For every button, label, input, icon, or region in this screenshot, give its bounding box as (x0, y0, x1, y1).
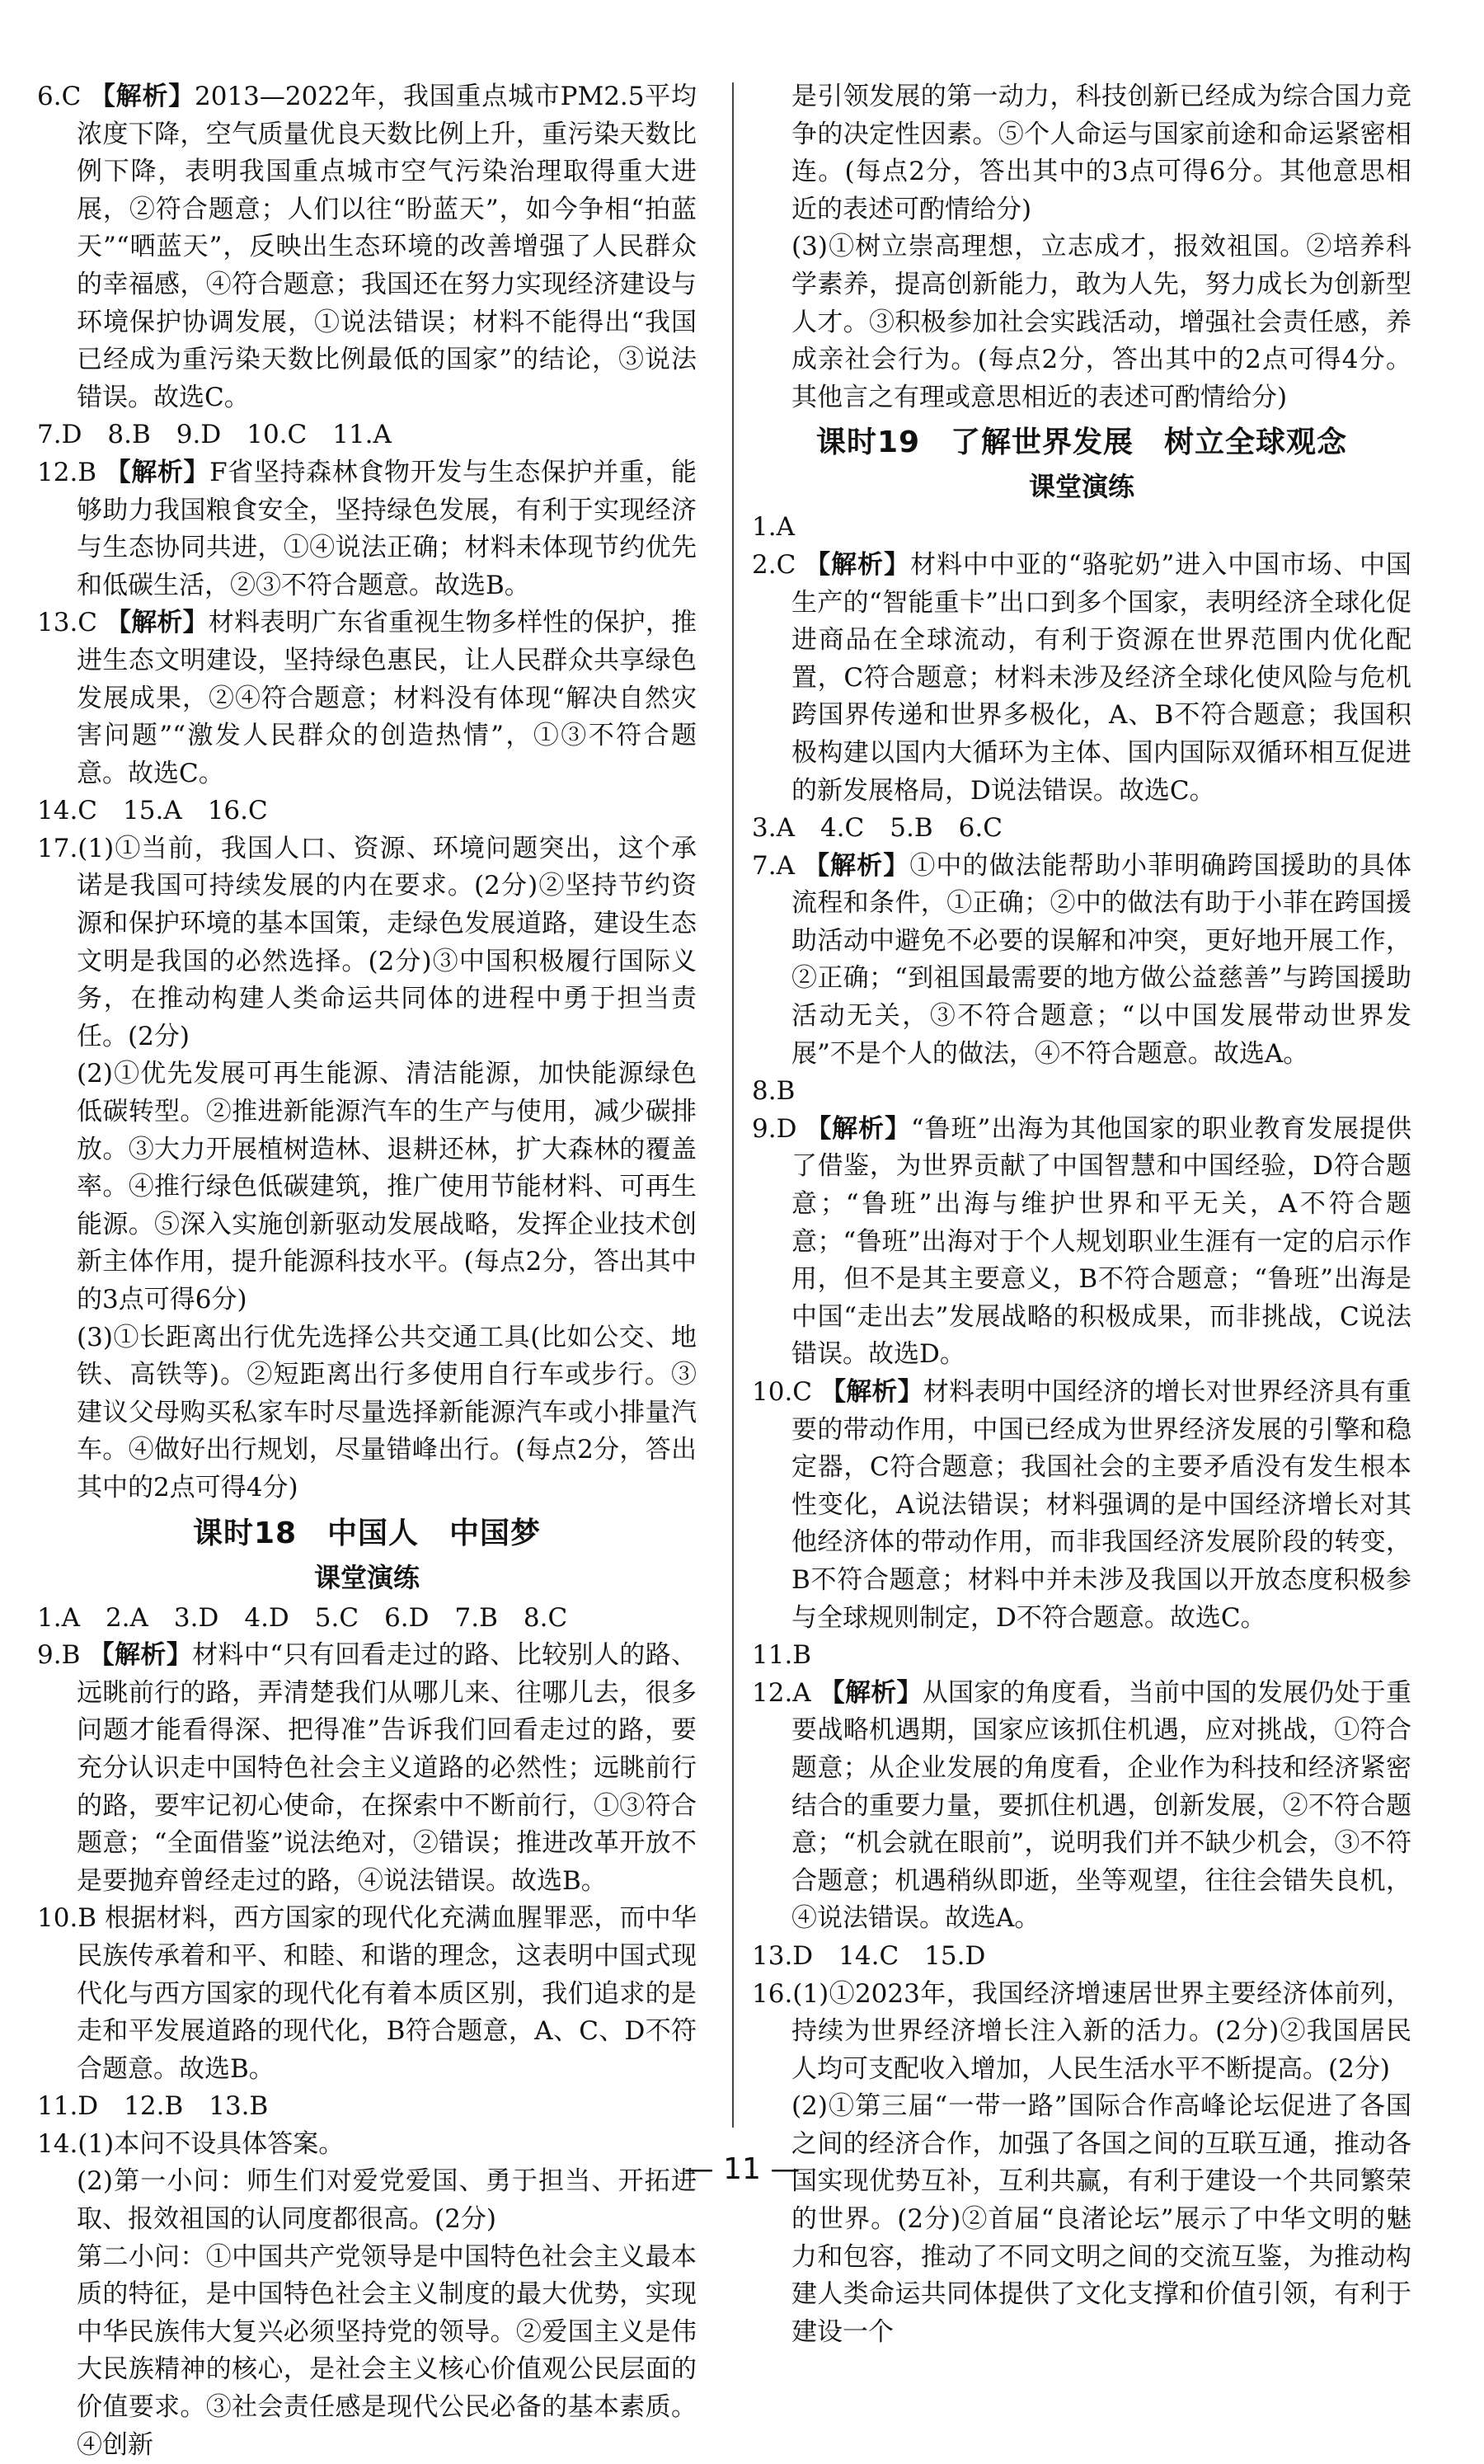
answer-item: 17.(1)①当前，我国人口、资源、环境问题突出，这个承诺是我国可持续发展的内在要求。(2分)②坚持节约资源和保护环境的基本国策，走绿色发展道路，建设生态文明是我国的必然选择。(2分)③中国积极履行国际义务，在推动构建人类命运共同体的进程中勇于担当责任。(2分) (37, 833, 697, 1051)
answer-item: 9.D 【解析】“鲁班”出海为其他国家的职业教育发展提供了借鉴，为世界贡献了中国智慧和中国经验，D符合题意；“鲁班”出海与维护世界和平无关，A不符合题意；“鲁班”出海对于个人规划职业生涯有一定的启示作用，但不是其主要意义，B不符合题意；“鲁班”出海是中国“走出去”发展战略的积极成果，而非挑战，C说法错误。故选D。 (752, 1113, 1412, 1370)
answer-item: (2)①优先发展可再生能源、清洁能源，加快能源绿色低碳转型。②推进新能源汽车的生产与使用，减少碳排放。③大力开展植树造林、退耕还林，扩大森林的覆盖率。④推行绿色低碳建筑，推广使用节能材料、可再生能源。⑤深入实施创新驱动发展战略，发挥企业技术创新主体作用，提升能源科技水平。(每点2分，答出其中的3点可得6分) (77, 1059, 697, 1314)
answer-item: (2)第一小问：师生们对爱党爱国、勇于担当、开拓进取、报效祖国的认同度都很高。(2分) (77, 2166, 697, 2235)
answer-item: 7.A 【解析】①中的做法能帮助小菲明确跨国援助的具体流程和条件，①正确；②中的做法有助于小菲在跨国援助活动中避免不必要的误解和冲突，更好地开展工作，②正确；“到祖国最需要的地方做公益慈善”与跨国援助活动无关，③不符合题意；“以中国发展带动世界发展”不是个人的做法，④不符合题意。故选A。 (752, 850, 1412, 1069)
lesson-title: 课时18 中国人 中国梦 (192, 1516, 542, 1550)
answer-item: 1.A 2.A 3.D 4.D 5.C 6.D 7.B 8.C (37, 1602, 568, 1633)
page-number: — 11 — (683, 2152, 801, 2186)
section-title: 课堂演练 (313, 1561, 420, 1593)
answer-item: 9.B 【解析】材料中“只有回看走过的路、比较别人的路、远眺前行的路，弄清楚我们从哪儿来、往哪儿去，很多问题才能看得深、把得准”告诉我们回看走过的路，要充分认识走中国特色社会主义道路的必然性；远眺前行的路，要牢记初心使命，在探索中不断前行，①③符合题意；“全面借鉴”说法绝对，②错误；推进改革开放不是要抛弃曾经走过的路，④说法错误。故选B。 (37, 1640, 697, 1896)
answer-item: 13.D 14.C 15.D (752, 1940, 986, 1971)
answer-item: 11.D 12.B 13.B (37, 2091, 269, 2122)
answer-item: 12.A 【解析】从国家的角度看，当前中国的发展仍处于重要战略机遇期，国家应该抓住机遇，应对挑战，①符合题意；从企业发展的角度看，企业作为科技和经济紧密结合的重要力量，要抓住机遇，创新发展，②不符合题意；“机会就在眼前”，说明我们并不缺少机会，③不符合题意；机遇稍纵即逝，坐等观望，往往会错失良机，④说法错误。故选A。 (752, 1677, 1411, 1934)
section-title: 课堂演练 (1028, 471, 1134, 503)
answer-item: (3)①树立崇高理想，立志成才，报效祖国。②培养科学素养，提高创新能力，敢为人先，努力成长为创新型人才。③积极参加社会实践活动，增强社会责任感，养成亲社会行为。(每点2分，答出其中的2点可得4分。其他言之有理或意思相近的表述可酌情给分) (791, 232, 1411, 412)
answer-item: 11.B (752, 1640, 812, 1671)
right-column (752, 78, 1411, 2351)
answer-item: 16.(1)①2023年，我国经济增速居世界主要经济体前列，持续为世界经济增长注入新的活力。(2分)②我国居民人均可支配收入增加，人民生活水平不断提高。(2分) (752, 1978, 1411, 2084)
answer-item: 6.C 【解析】2013—2022年，我国重点城市PM2.5平均浓度下降，空气质量优良天数比例上升，重污染天数比例下降，表明我国重点城市空气污染治理取得重大进展，②符合题意；人们以往“盼蓝天”，如今争相“拍蓝天”“晒蓝天”，反映出生态环境的改善增强了人民群众的幸福感，④符合题意；我国还在努力实现经济建设与环境保护协调发展，①说法错误；材料不能得出“我国已经成为重污染天数比例最低的国家”的结论，③说法错误。故选C。 (37, 82, 697, 412)
left-column (37, 78, 697, 2464)
answer-item: 2.C 【解析】材料中中亚的“骆驼奶”进入中国市场、中国生产的“智能重卡”出口到多个国家，表明经济全球化促进商品在全球流动，有利于资源在世界范围内优化配置，C符合题意；材料未涉及经济全球化使风险与危机跨国界传递和世界多极化，A、B不符合题意；我国积极构建以国内大循环为主体、国内国际双循环相互促进的新发展格局，D说法错误。故选C。 (752, 549, 1411, 806)
answer-item: 3.A 4.C 5.B 6.C (752, 813, 1003, 844)
answer-item: 第二小问：①中国共产党领导是中国特色社会主义最本质的特征，是中国特色社会主义制度的最大优势，实现中华民族伟大复兴必须坚持党的领导。②爱国主义是伟大民族精神的核心，是社会主义核心价值观公民层面的价值要求。③社会责任感是现代公民必备的基本素质。④创新 (77, 2241, 697, 2460)
answer-item: 14.C 15.A 16.C (37, 796, 268, 826)
column-divider (732, 82, 734, 2128)
answer-item: 7.D 8.B 9.D 10.C 11.A (37, 420, 392, 450)
lesson-title: 课时19 了解世界发展 树立全球观念 (815, 426, 1348, 460)
answer-item: 13.C 【解析】材料表明广东省重视生物多样性的保护，推进生态文明建设，坚持绿色惠民，让人民群众共享绿色发展成果，②④符合题意；材料没有体现“解决自然灾害问题”“激发人民群众的创造热情”，①③不符合题意。故选C。 (37, 608, 697, 788)
answer-item: (2)①第三届“一带一路”国际合作高峰论坛促进了各国之间的经济合作，加强了各国之间的互联互通，推动各国实现优势互补，互利共赢，有利于建设一个共同繁荣的世界。(2分)②首届“良渚论坛”展示了中华文明的魅力和包容，推动了不同文明之间的交流互鉴，为推动构建人类命运共同体提供了文化支撑和价值引领，有利于建设一个 (791, 2091, 1411, 2347)
answer-item: 1.A (752, 512, 795, 543)
answer-item: 是引领发展的第一动力，科技创新已经成为综合国力竞争的决定性因素。⑤个人命运与国家前途和命运紧密相连。(每点2分，答出其中的3点可得6分。其他意思相近的表述可酌情给分) (791, 82, 1411, 224)
answer-item: 8.B (752, 1076, 796, 1107)
answer-item: 10.C 【解析】材料表明中国经济的增长对世界经济具有重要的带动作用，中国已经成为世界经济发展的引擎和稳定器，C符合题意；我国社会的主要矛盾没有发生根本性变化，A说法错误；材料强调的是中国经济增长对其他经济体的带动作用，而非我国经济发展阶段的转变，B不符合题意；材料中并未涉及我国以开放态度积极参与全球规则制定，D不符合题意。故选C。 (752, 1377, 1412, 1633)
answer-item: 12.B 【解析】F省坚持森林食物开发与生态保护并重，能够助力我国粮食安全，坚持绿色发展，有利于实现经济与生态协同共进，①④说法正确；材料未体现节约优先和低碳生活，②③不符合题意。故选B。 (37, 457, 697, 600)
answer-item: (3)①长距离出行优先选择公共交通工具(比如公交、地铁、高铁等)。②短距离出行多使用自行车或步行。③建议父母购买私家车时尽量选择新能源汽车或小排量汽车。④做好出行规划，尽量错峰出行。(每点2分，答出其中的2点可得4分) (77, 1322, 697, 1502)
answer-item: 10.B 根据材料，西方国家的现代化充满血腥罪恶，而中华民族传承着和平、和睦、和谐的理念，这表明中国式现代化与西方国家的现代化有着本质区别，我们追求的是走和平发展道路的现代化，B符合题意，A、C、D不符合题意。故选B。 (37, 1903, 697, 2084)
answer-item: 14.(1)本问不设具体答案。 (37, 2128, 345, 2159)
